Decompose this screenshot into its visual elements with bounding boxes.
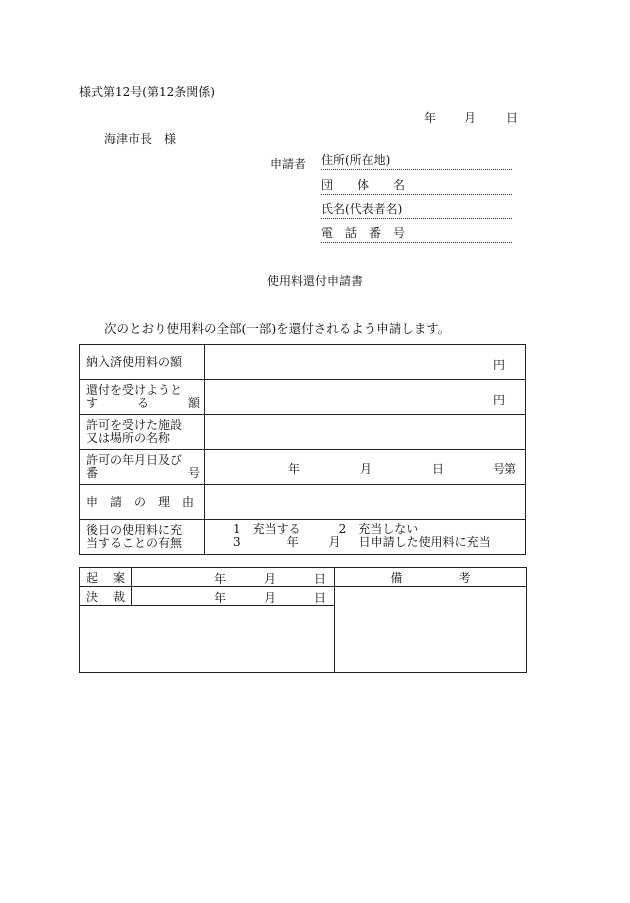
table-row bbox=[80, 415, 526, 450]
permit-day: 日 bbox=[431, 462, 444, 476]
option-not-apply[interactable]: 2 充当しない bbox=[338, 522, 419, 536]
option-apply-to-date[interactable]: 3 年 月 日申請した使用料に充当 bbox=[233, 535, 491, 549]
permit-cell[interactable] bbox=[205, 450, 526, 485]
representative-name-field[interactable] bbox=[321, 200, 512, 219]
table-row bbox=[80, 485, 526, 520]
remarks-cell[interactable] bbox=[335, 587, 527, 673]
refund-amount-cell[interactable] bbox=[205, 380, 526, 415]
address-field[interactable] bbox=[321, 151, 512, 170]
permit-month: 月 bbox=[359, 462, 372, 476]
refund-amount-label: 還付を受けようと す る 額 bbox=[80, 380, 205, 415]
office-use-table bbox=[79, 567, 527, 673]
application-table bbox=[79, 344, 526, 555]
addressee: 海津市長 様 bbox=[104, 132, 177, 146]
date-day: 日 bbox=[506, 111, 519, 125]
kian-label: 起 案 bbox=[80, 568, 132, 587]
address-label: 住所(所在地) bbox=[321, 153, 391, 167]
submission-date bbox=[424, 109, 518, 126]
table-row bbox=[80, 345, 526, 380]
table-row bbox=[80, 587, 527, 606]
organization-label: 団 体 名 bbox=[321, 178, 406, 192]
table-row bbox=[80, 450, 526, 485]
permit-dai: 第 bbox=[503, 462, 516, 476]
phone-label: 電 話 番 号 bbox=[321, 226, 406, 240]
facility-cell[interactable] bbox=[205, 415, 526, 450]
permit-year: 年 bbox=[288, 462, 301, 476]
kian-date-cell[interactable]: 年 月 日 bbox=[132, 568, 335, 587]
paid-fee-unit: 円 bbox=[492, 358, 505, 372]
facility-label: 許可を受けた施設 又は場所の名称 bbox=[80, 415, 205, 450]
form-number: 様式第12号(第12条関係) bbox=[79, 85, 215, 99]
future-use-cell[interactable] bbox=[205, 520, 526, 555]
phone-field[interactable] bbox=[321, 224, 512, 243]
future-use-label: 後日の使用料に充 当することの有無 bbox=[80, 520, 205, 555]
reason-cell[interactable] bbox=[205, 485, 526, 520]
table-row bbox=[80, 380, 526, 415]
organization-field[interactable] bbox=[321, 176, 512, 195]
permit-go: 号 bbox=[492, 462, 505, 476]
document-title: 使用料還付申請書 bbox=[266, 274, 363, 288]
approval-stamp-area[interactable] bbox=[80, 606, 335, 673]
intro-text: 次のとおり使用料の全部(一部)を還付されるよう申請します。 bbox=[104, 321, 451, 336]
applicant-label: 申請者 bbox=[270, 157, 307, 171]
paid-fee-cell[interactable] bbox=[205, 345, 526, 380]
refund-amount-unit: 円 bbox=[492, 393, 505, 407]
table-row bbox=[80, 520, 526, 555]
kessai-label: 決 裁 bbox=[80, 587, 132, 606]
table-row bbox=[80, 568, 527, 587]
paid-fee-label: 納入済使用料の額 bbox=[80, 345, 205, 380]
option-apply[interactable]: 1 充当する bbox=[233, 522, 301, 536]
reason-label: 申 請 の 理 由 bbox=[80, 485, 205, 520]
date-year: 年 bbox=[424, 111, 437, 125]
kessai-date-cell[interactable]: 年 月 日 bbox=[132, 587, 335, 606]
permit-label: 許可の年月日及び 番 号 bbox=[80, 450, 205, 485]
date-month: 月 bbox=[464, 111, 477, 125]
representative-name-label: 氏名(代表者名) bbox=[321, 202, 403, 216]
remarks-header: 備 考 bbox=[335, 568, 527, 587]
